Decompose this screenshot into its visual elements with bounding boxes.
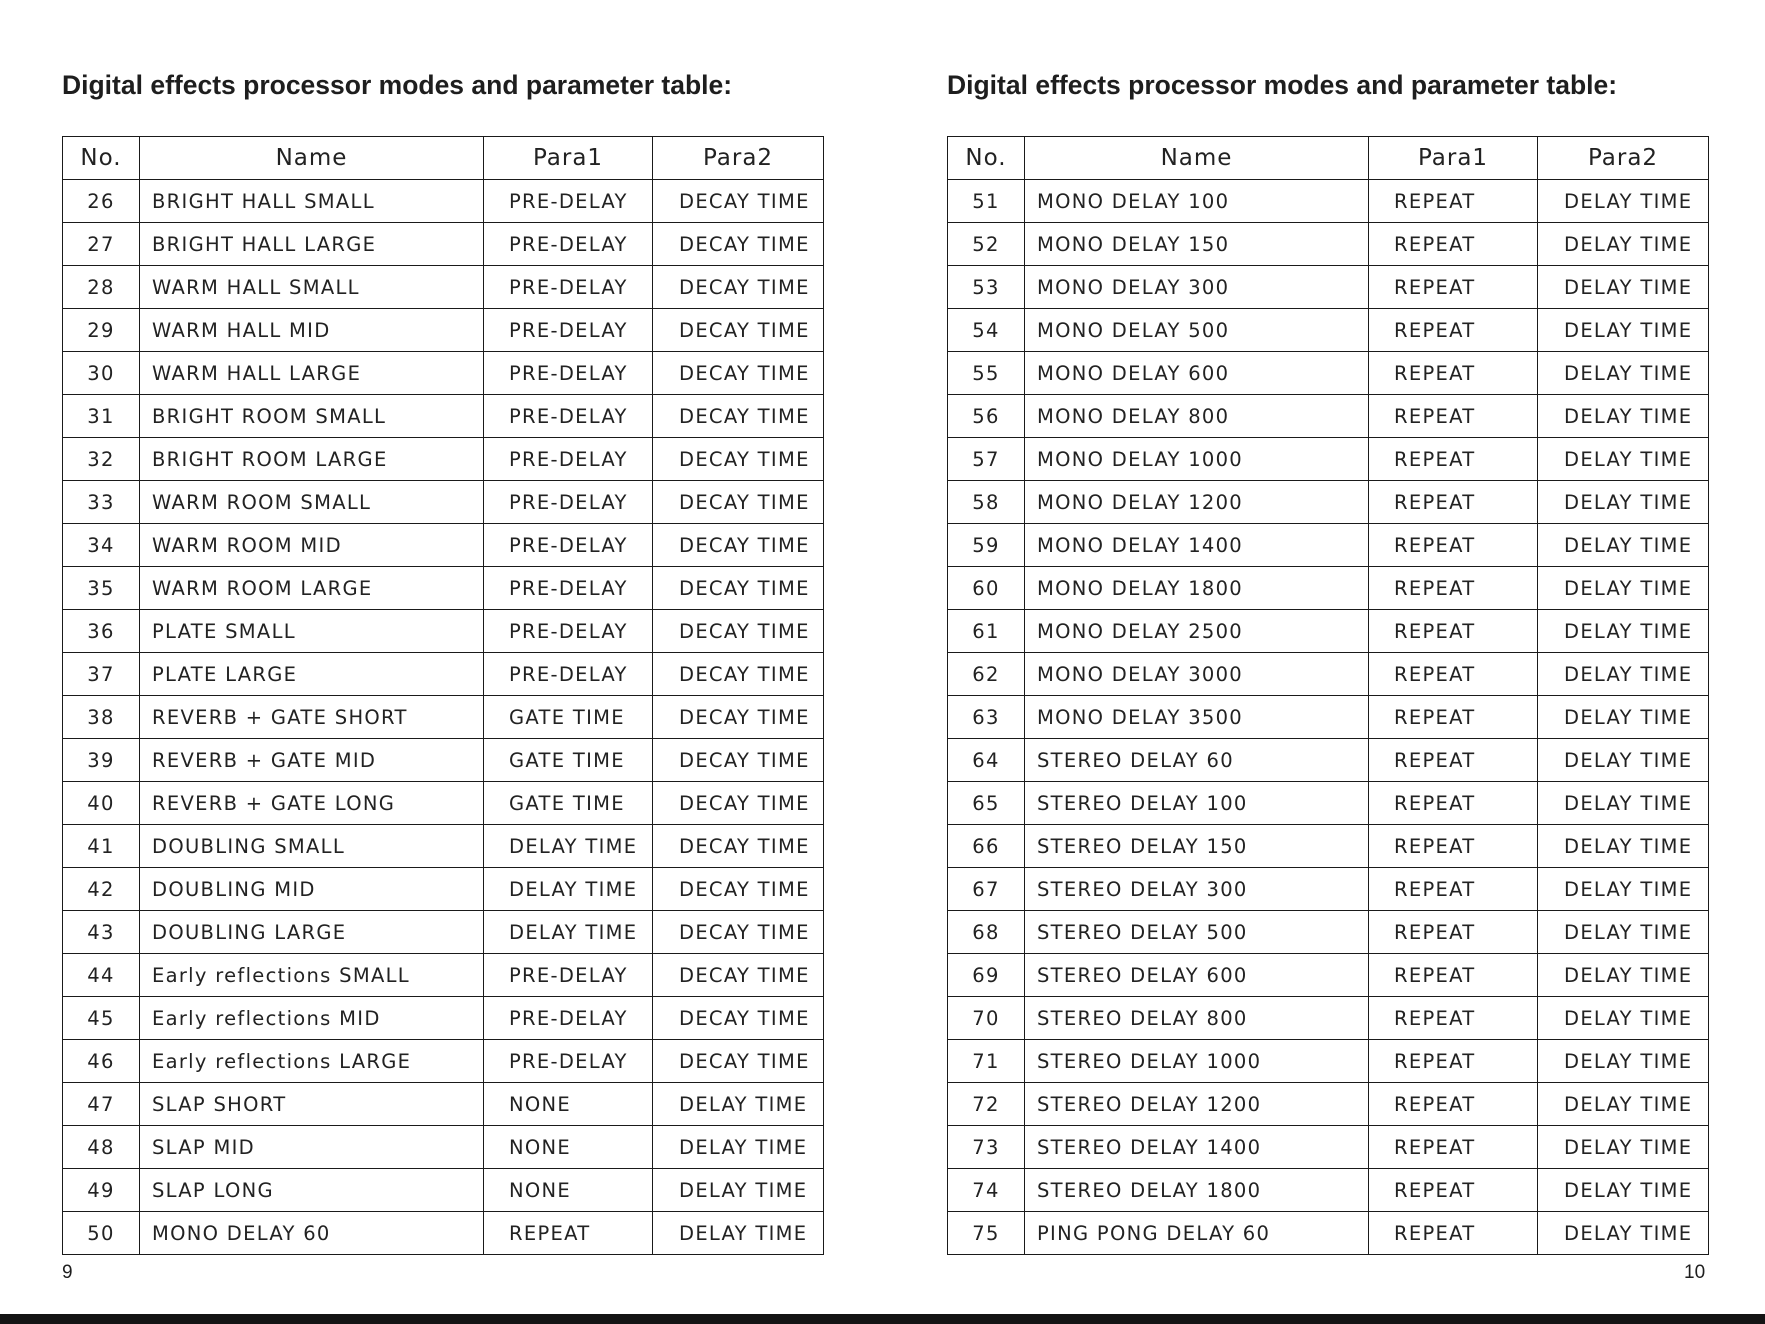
cell-name: WARM HALL SMALL	[140, 266, 484, 309]
cell-para2: DECAY TIME	[653, 309, 824, 352]
cell-para1: PRE-DELAY	[484, 223, 653, 266]
cell-para1: REPEAT	[1369, 868, 1538, 911]
cell-para1: REPEAT	[1369, 911, 1538, 954]
cell-no: 45	[63, 997, 140, 1040]
page-9	[0, 0, 882, 1324]
cell-no: 56	[948, 395, 1025, 438]
cell-para1: REPEAT	[1369, 352, 1538, 395]
cell-name: Early reflections LARGE	[140, 1040, 484, 1083]
cell-no: 72	[948, 1083, 1025, 1126]
cell-para2: DECAY TIME	[653, 739, 824, 782]
cell-para2: DELAY TIME	[1538, 180, 1709, 223]
cell-para2: DELAY TIME	[1538, 524, 1709, 567]
cell-no: 31	[63, 395, 140, 438]
cell-para2: DECAY TIME	[653, 438, 824, 481]
cell-para2: DELAY TIME	[1538, 567, 1709, 610]
cell-para2: DELAY TIME	[1538, 395, 1709, 438]
cell-para1: REPEAT	[1369, 954, 1538, 997]
cell-para1: REPEAT	[1369, 223, 1538, 266]
cell-name: BRIGHT HALL LARGE	[140, 223, 484, 266]
cell-para2: DELAY TIME	[1538, 997, 1709, 1040]
cell-para2: DELAY TIME	[1538, 266, 1709, 309]
table-row	[63, 911, 824, 954]
table-row	[63, 1169, 824, 1212]
cell-no: 75	[948, 1212, 1025, 1255]
cell-no: 30	[63, 352, 140, 395]
table-row	[948, 180, 1709, 223]
cell-name: STEREO DELAY 60	[1025, 739, 1369, 782]
cell-para2: DELAY TIME	[1538, 868, 1709, 911]
cell-para2: DELAY TIME	[653, 1212, 824, 1255]
cell-para1: REPEAT	[1369, 739, 1538, 782]
table-row	[948, 438, 1709, 481]
cell-name: MONO DELAY 1400	[1025, 524, 1369, 567]
cell-no: 65	[948, 782, 1025, 825]
cell-no: 70	[948, 997, 1025, 1040]
cell-name: MONO DELAY 60	[140, 1212, 484, 1255]
cell-no: 34	[63, 524, 140, 567]
table-row	[948, 782, 1709, 825]
cell-para1: REPEAT	[1369, 309, 1538, 352]
cell-name: MONO DELAY 100	[1025, 180, 1369, 223]
table-row	[63, 696, 824, 739]
table-row	[948, 997, 1709, 1040]
cell-name: SLAP LONG	[140, 1169, 484, 1212]
table-row	[63, 782, 824, 825]
cell-no: 33	[63, 481, 140, 524]
cell-name: MONO DELAY 3500	[1025, 696, 1369, 739]
cell-name: STEREO DELAY 800	[1025, 997, 1369, 1040]
cell-no: 32	[63, 438, 140, 481]
table-row	[63, 997, 824, 1040]
table-row	[948, 610, 1709, 653]
cell-no: 68	[948, 911, 1025, 954]
cell-para2: DELAY TIME	[1538, 954, 1709, 997]
cell-para2: DELAY TIME	[653, 1083, 824, 1126]
table-body	[63, 180, 824, 1255]
cell-name: BRIGHT ROOM SMALL	[140, 395, 484, 438]
cell-no: 29	[63, 309, 140, 352]
cell-para2: DECAY TIME	[653, 653, 824, 696]
cell-name: STEREO DELAY 1000	[1025, 1040, 1369, 1083]
cell-no: 46	[63, 1040, 140, 1083]
cell-name: WARM ROOM LARGE	[140, 567, 484, 610]
page-number: 10	[1684, 1262, 1706, 1283]
cell-name: MONO DELAY 3000	[1025, 653, 1369, 696]
cell-no: 60	[948, 567, 1025, 610]
cell-no: 71	[948, 1040, 1025, 1083]
cell-no: 52	[948, 223, 1025, 266]
cell-para1: PRE-DELAY	[484, 266, 653, 309]
cell-no: 27	[63, 223, 140, 266]
cell-name: WARM ROOM SMALL	[140, 481, 484, 524]
cell-name: DOUBLING MID	[140, 868, 484, 911]
cell-para1: REPEAT	[1369, 696, 1538, 739]
cell-no: 28	[63, 266, 140, 309]
cell-no: 40	[63, 782, 140, 825]
cell-para2: DECAY TIME	[653, 954, 824, 997]
table-row	[948, 1083, 1709, 1126]
table-row	[63, 266, 824, 309]
cell-no: 26	[63, 180, 140, 223]
bottom-edge-bar	[0, 1314, 1765, 1324]
table-row	[63, 352, 824, 395]
table-row	[948, 868, 1709, 911]
effects-parameter-table	[947, 136, 1709, 1255]
cell-no: 63	[948, 696, 1025, 739]
cell-para1: PRE-DELAY	[484, 180, 653, 223]
cell-no: 51	[948, 180, 1025, 223]
table-row	[948, 266, 1709, 309]
effects-parameter-table	[62, 136, 824, 1255]
cell-para2: DECAY TIME	[653, 825, 824, 868]
cell-para2: DELAY TIME	[1538, 653, 1709, 696]
table-row	[63, 481, 824, 524]
cell-para2: DELAY TIME	[1538, 352, 1709, 395]
cell-para2: DECAY TIME	[653, 911, 824, 954]
cell-para2: DELAY TIME	[1538, 438, 1709, 481]
cell-para1: NONE	[484, 1083, 653, 1126]
cell-para1: REPEAT	[1369, 610, 1538, 653]
cell-para2: DECAY TIME	[653, 180, 824, 223]
column-header-name: Name	[1025, 137, 1369, 180]
cell-name: MONO DELAY 600	[1025, 352, 1369, 395]
cell-name: PING PONG DELAY 60	[1025, 1212, 1369, 1255]
table-row	[63, 1126, 824, 1169]
column-header-no: No.	[63, 137, 140, 180]
cell-no: 55	[948, 352, 1025, 395]
cell-para2: DECAY TIME	[653, 266, 824, 309]
cell-para1: DELAY TIME	[484, 911, 653, 954]
cell-para2: DELAY TIME	[1538, 696, 1709, 739]
page-number: 9	[62, 1262, 73, 1283]
table-row	[63, 868, 824, 911]
cell-para1: REPEAT	[1369, 1169, 1538, 1212]
cell-para1: PRE-DELAY	[484, 653, 653, 696]
cell-no: 57	[948, 438, 1025, 481]
cell-no: 66	[948, 825, 1025, 868]
cell-para1: PRE-DELAY	[484, 309, 653, 352]
cell-no: 64	[948, 739, 1025, 782]
table-row	[948, 825, 1709, 868]
cell-para1: REPEAT	[1369, 1126, 1538, 1169]
cell-no: 61	[948, 610, 1025, 653]
table-row	[948, 567, 1709, 610]
column-header-para1: Para1	[484, 137, 653, 180]
cell-name: BRIGHT HALL SMALL	[140, 180, 484, 223]
cell-no: 38	[63, 696, 140, 739]
cell-para2: DECAY TIME	[653, 868, 824, 911]
cell-name: STEREO DELAY 300	[1025, 868, 1369, 911]
column-header-name: Name	[140, 137, 484, 180]
table-row	[948, 352, 1709, 395]
cell-name: MONO DELAY 800	[1025, 395, 1369, 438]
column-header-para1: Para1	[1369, 137, 1538, 180]
cell-para2: DELAY TIME	[1538, 825, 1709, 868]
table-row	[63, 739, 824, 782]
cell-para2: DECAY TIME	[653, 610, 824, 653]
cell-para2: DELAY TIME	[1538, 739, 1709, 782]
cell-name: WARM HALL LARGE	[140, 352, 484, 395]
cell-name: STEREO DELAY 100	[1025, 782, 1369, 825]
cell-no: 41	[63, 825, 140, 868]
cell-name: MONO DELAY 1000	[1025, 438, 1369, 481]
cell-para1: REPEAT	[1369, 438, 1538, 481]
table-row	[948, 1040, 1709, 1083]
table-row	[63, 1083, 824, 1126]
cell-para1: GATE TIME	[484, 696, 653, 739]
cell-para1: REPEAT	[1369, 524, 1538, 567]
cell-para2: DELAY TIME	[1538, 1212, 1709, 1255]
table-row	[63, 524, 824, 567]
cell-para2: DECAY TIME	[653, 1040, 824, 1083]
table-row	[63, 954, 824, 997]
table-row	[948, 395, 1709, 438]
cell-para2: DECAY TIME	[653, 352, 824, 395]
cell-name: STEREO DELAY 500	[1025, 911, 1369, 954]
cell-name: REVERB + GATE LONG	[140, 782, 484, 825]
cell-para1: PRE-DELAY	[484, 352, 653, 395]
cell-no: 42	[63, 868, 140, 911]
cell-name: STEREO DELAY 150	[1025, 825, 1369, 868]
table-row	[948, 223, 1709, 266]
cell-para2: DELAY TIME	[1538, 911, 1709, 954]
cell-para1: GATE TIME	[484, 782, 653, 825]
cell-no: 58	[948, 481, 1025, 524]
table-row	[63, 1040, 824, 1083]
cell-no: 67	[948, 868, 1025, 911]
cell-name: MONO DELAY 1200	[1025, 481, 1369, 524]
table-row	[948, 954, 1709, 997]
cell-no: 50	[63, 1212, 140, 1255]
cell-para1: PRE-DELAY	[484, 395, 653, 438]
cell-para1: PRE-DELAY	[484, 954, 653, 997]
table-row	[63, 309, 824, 352]
cell-name: BRIGHT ROOM LARGE	[140, 438, 484, 481]
table-row	[948, 653, 1709, 696]
cell-para1: GATE TIME	[484, 739, 653, 782]
cell-name: MONO DELAY 150	[1025, 223, 1369, 266]
column-header-para2: Para2	[653, 137, 824, 180]
table-row	[948, 696, 1709, 739]
cell-name: MONO DELAY 1800	[1025, 567, 1369, 610]
cell-no: 53	[948, 266, 1025, 309]
table-header-row	[948, 137, 1709, 180]
cell-no: 39	[63, 739, 140, 782]
cell-para1: REPEAT	[1369, 1040, 1538, 1083]
cell-para2: DECAY TIME	[653, 782, 824, 825]
cell-no: 44	[63, 954, 140, 997]
cell-name: STEREO DELAY 600	[1025, 954, 1369, 997]
cell-para1: PRE-DELAY	[484, 524, 653, 567]
cell-para1: REPEAT	[1369, 180, 1538, 223]
table-row	[63, 567, 824, 610]
table-row	[63, 223, 824, 266]
cell-para2: DELAY TIME	[1538, 223, 1709, 266]
cell-para2: DECAY TIME	[653, 997, 824, 1040]
cell-para1: REPEAT	[1369, 1212, 1538, 1255]
cell-para1: PRE-DELAY	[484, 1040, 653, 1083]
cell-para2: DELAY TIME	[1538, 481, 1709, 524]
table-body	[948, 180, 1709, 1255]
cell-para2: DELAY TIME	[1538, 782, 1709, 825]
cell-para2: DELAY TIME	[1538, 1083, 1709, 1126]
cell-para1: PRE-DELAY	[484, 610, 653, 653]
cell-para2: DECAY TIME	[653, 481, 824, 524]
cell-no: 48	[63, 1126, 140, 1169]
table-row	[63, 610, 824, 653]
cell-name: PLATE LARGE	[140, 653, 484, 696]
cell-name: MONO DELAY 2500	[1025, 610, 1369, 653]
table-row	[63, 825, 824, 868]
table-row	[63, 1212, 824, 1255]
cell-para1: REPEAT	[1369, 782, 1538, 825]
cell-no: 35	[63, 567, 140, 610]
cell-para2: DELAY TIME	[1538, 1040, 1709, 1083]
cell-para1: REPEAT	[1369, 1083, 1538, 1126]
cell-para2: DELAY TIME	[653, 1169, 824, 1212]
table-header-row	[63, 137, 824, 180]
cell-para1: PRE-DELAY	[484, 481, 653, 524]
cell-no: 73	[948, 1126, 1025, 1169]
cell-para2: DELAY TIME	[653, 1126, 824, 1169]
cell-para1: DELAY TIME	[484, 825, 653, 868]
cell-para2: DECAY TIME	[653, 395, 824, 438]
cell-no: 62	[948, 653, 1025, 696]
table-row	[63, 395, 824, 438]
cell-no: 37	[63, 653, 140, 696]
cell-para1: REPEAT	[1369, 395, 1538, 438]
cell-no: 59	[948, 524, 1025, 567]
table-row	[63, 653, 824, 696]
cell-para1: REPEAT	[1369, 653, 1538, 696]
table-row	[948, 309, 1709, 352]
cell-para2: DELAY TIME	[1538, 309, 1709, 352]
cell-name: STEREO DELAY 1800	[1025, 1169, 1369, 1212]
cell-name: DOUBLING LARGE	[140, 911, 484, 954]
cell-name: MONO DELAY 500	[1025, 309, 1369, 352]
cell-name: MONO DELAY 300	[1025, 266, 1369, 309]
cell-para1: PRE-DELAY	[484, 438, 653, 481]
cell-name: STEREO DELAY 1400	[1025, 1126, 1369, 1169]
table-row	[63, 438, 824, 481]
cell-name: REVERB + GATE MID	[140, 739, 484, 782]
cell-para1: REPEAT	[1369, 567, 1538, 610]
cell-para2: DECAY TIME	[653, 567, 824, 610]
cell-para1: REPEAT	[1369, 481, 1538, 524]
page-title: Digital effects processor modes and parameter table:	[947, 70, 1618, 100]
column-header-no: No.	[948, 137, 1025, 180]
cell-name: WARM HALL MID	[140, 309, 484, 352]
cell-para1: REPEAT	[1369, 997, 1538, 1040]
cell-para2: DELAY TIME	[1538, 1169, 1709, 1212]
cell-para2: DECAY TIME	[653, 524, 824, 567]
cell-name: SLAP SHORT	[140, 1083, 484, 1126]
cell-no: 47	[63, 1083, 140, 1126]
cell-no: 36	[63, 610, 140, 653]
cell-name: DOUBLING SMALL	[140, 825, 484, 868]
cell-para1: REPEAT	[1369, 825, 1538, 868]
cell-name: WARM ROOM MID	[140, 524, 484, 567]
table-row	[948, 739, 1709, 782]
cell-para1: REPEAT	[1369, 266, 1538, 309]
cell-para1: NONE	[484, 1169, 653, 1212]
cell-no: 49	[63, 1169, 140, 1212]
table-row	[948, 524, 1709, 567]
table-row	[948, 1126, 1709, 1169]
cell-para2: DELAY TIME	[1538, 610, 1709, 653]
cell-para2: DELAY TIME	[1538, 1126, 1709, 1169]
cell-name: SLAP MID	[140, 1126, 484, 1169]
cell-para1: DELAY TIME	[484, 868, 653, 911]
cell-name: REVERB + GATE SHORT	[140, 696, 484, 739]
cell-no: 69	[948, 954, 1025, 997]
cell-para1: REPEAT	[484, 1212, 653, 1255]
table-row	[948, 1169, 1709, 1212]
table-row	[63, 180, 824, 223]
column-header-para2: Para2	[1538, 137, 1709, 180]
cell-para2: DECAY TIME	[653, 696, 824, 739]
cell-no: 54	[948, 309, 1025, 352]
cell-para2: DECAY TIME	[653, 223, 824, 266]
cell-para1: PRE-DELAY	[484, 567, 653, 610]
cell-para1: NONE	[484, 1126, 653, 1169]
cell-no: 43	[63, 911, 140, 954]
table-row	[948, 481, 1709, 524]
cell-no: 74	[948, 1169, 1025, 1212]
page-10	[882, 0, 1765, 1324]
cell-name: STEREO DELAY 1200	[1025, 1083, 1369, 1126]
cell-name: PLATE SMALL	[140, 610, 484, 653]
cell-para1: PRE-DELAY	[484, 997, 653, 1040]
page-title: Digital effects processor modes and parameter table:	[62, 70, 733, 100]
table-row	[948, 1212, 1709, 1255]
table-row	[948, 911, 1709, 954]
cell-name: Early reflections SMALL	[140, 954, 484, 997]
cell-name: Early reflections MID	[140, 997, 484, 1040]
